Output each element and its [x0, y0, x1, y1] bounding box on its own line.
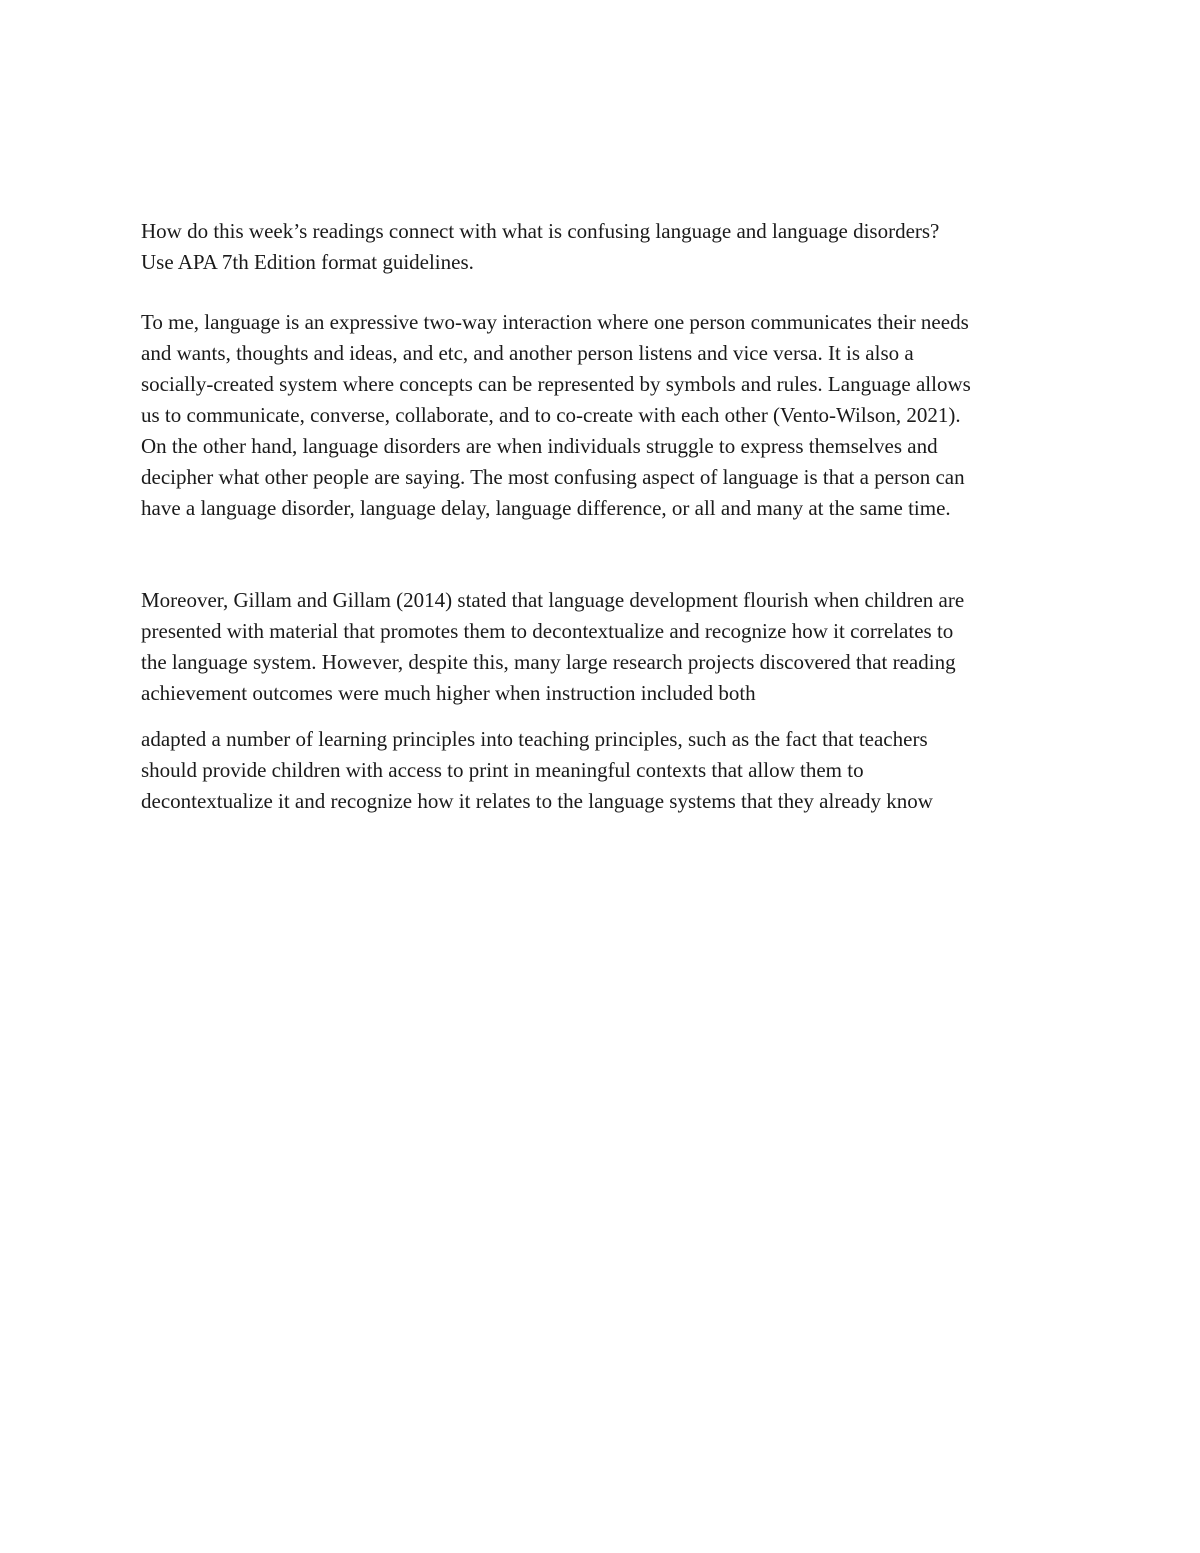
response-paragraph-3: [141, 724, 1091, 817]
text-line: decipher what other people are saying. The most confusing aspect of language is that a person can: [141, 465, 965, 489]
text-line: socially-created system where concepts can be represented by symbols and rules. Language allows: [141, 372, 971, 396]
text-line: To me, language is an expressive two-way interaction where one person communicates their needs: [141, 310, 969, 334]
text-line: Use APA 7th Edition format guidelines.: [141, 250, 474, 274]
text-line: decontextualize it and recognize how it relates to the language systems that they already know: [141, 789, 933, 813]
text-line: the language system. However, despite this, many large research projects discovered that reading: [141, 650, 956, 674]
text-line: and wants, thoughts and ideas, and etc, and another person listens and vice versa. It is also a: [141, 341, 914, 365]
text-line: have a language disorder, language delay, language difference, or all and many at the same time.: [141, 496, 951, 520]
text-line: adapted a number of learning principles into teaching principles, such as the fact that teachers: [141, 727, 928, 751]
text-line: On the other hand, language disorders are when individuals struggle to express themselves and: [141, 434, 938, 458]
text-line: Moreover, Gillam and Gillam (2014) stated that language development flourish when children are: [141, 588, 965, 612]
text-line: achievement outcomes were much higher when instruction included both: [141, 681, 756, 705]
text-line: should provide children with access to print in meaningful contexts that allow them to: [141, 758, 864, 782]
question-prompt: [141, 216, 1091, 278]
response-paragraph-2: [141, 585, 1091, 709]
text-line: us to communicate, converse, collaborate, and to co-create with each other (Vento-Wilson, 2021).: [141, 403, 961, 427]
text-line: How do this week’s readings connect with what is confusing language and language disorders?: [141, 219, 940, 243]
response-paragraph-1: [141, 307, 1091, 524]
text-line: presented with material that promotes them to decontextualize and recognize how it correlates to: [141, 619, 954, 643]
